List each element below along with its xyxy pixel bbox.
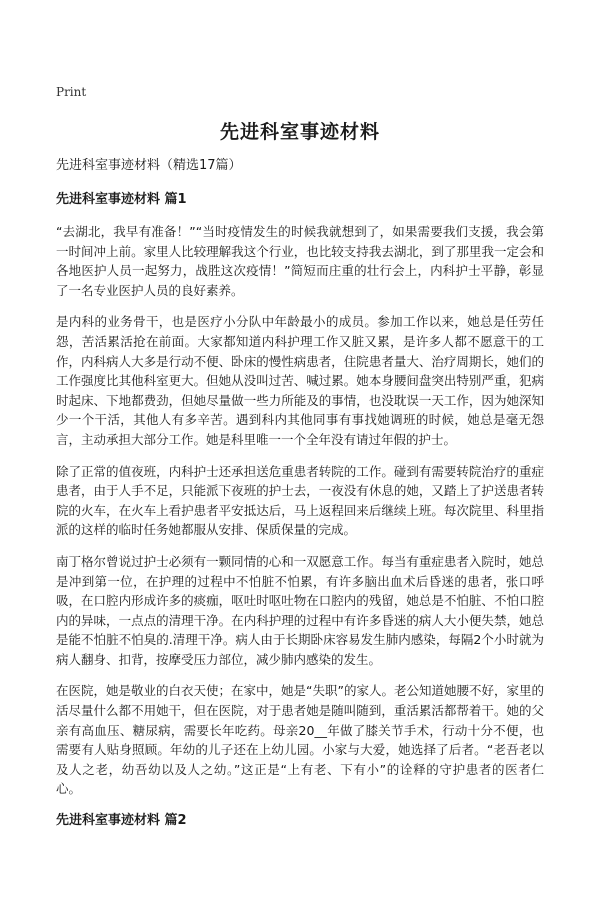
section-heading-1: 先进科室事迹材料 篇1 [56,192,187,207]
section-1-paragraph-2: 是内科的业务骨干，也是医疗小分队中年龄最小的成员。参加工作以来，她总是任劳任怨，苦活累活抢在前面。大家都知道内科护理工作又脏又累，是许多人都不愿意干的工作，内科病人大多是行动不便、卧床的慢性病患者，住院患者量大、治疗周期长，她们的工作强度比其他科室更大。但她从没叫过苦、喊过累。她本身腰间盘突出特别严重，犯病时起床、下地都费劲，但她尽量做一些力所能及的事情，也没耽误一天工作，因为她深知少一个干活，其他人有多辛苦。遇到科内其他同事有事找她调班的时候，她总是毫无怨言，主动承担大部分工作。她是科里唯一一个全年没有请过年假的护士。 [56,314,544,447]
section-1-paragraph-5: 在医院，她是敬业的白衣天使；在家中，她是“失职”的家人。老公知道她腰不好，家里的活尽量什么都不用她干，但在医院，对于患者她是随叫随到，重活累活都帮着干。她的父亲有高血压、糖尿病，需要长年吃药。母亲20__年做了膝关节手术，行动十分不便，也需要有人贴身照顾。年幼的儿子还在上幼儿园。小家与大爱，她选择了后者。“老吾老以及人之老，幼吾幼以及人之幼。”这正是“上有老、下有小”的诠释的守护患者的医者仁心。 [56,683,544,797]
section-heading-2: 先进科室事迹材料 篇2 [56,813,187,829]
print-label[interactable]: Print [56,85,87,99]
section-1-paragraph-3: 除了正常的值夜班，内科护士还承担送危重患者转院的工作。碰到有需要转院治疗的重症患者，由于人手不足，只能派下夜班的护士去，一夜没有休息的她，又踏上了护送患者转院的火车，在火车上看护患者平安抵达后，马上返程回来后继续上班。每次院里、科里指派的这样的临时任务她都服从安排、保质保量的完成。 [56,463,544,538]
section-1-paragraph-4: 南丁格尔曾说过护士必须有一颗同情的心和一双愿意工作。每当有重症患者入院时，她总是冲到第一位，在护理的过程中不怕脏不怕累，有许多脑出血术后昏迷的患者，张口呼吸，在口腔内形成许多的痰痂，呕吐时呕吐物在口腔内的残留，她总是不怕脏、不怕口腔内的异味，一点点的清理干净。在内科护理的过程中有许多昏迷的病人大小便失禁，她总是能不怕脏不怕臭的.清理干净。病人由于长期卧床容易发生肺内感染，每隔2个小时就为病人翻身、扣背，按摩受压力部位，减少肺内感染的发生。 [56,553,544,667]
document-title: 先进科室事迹材料 [219,121,380,143]
section-1-paragraph-1: “去湖北，我早有准备！”“当时疫情发生的时候我就想到了，如果需要我们支援，我会第一时间冲上前。家里人比较理解我这个行业，也比较支持我去湖北，到了那里我一定会和各地医护人员一起努力，战胜这次疫情！”简短而庄重的壮行会上，内科护士平静，彰显了一名专业医护人员的良好素养。 [56,224,544,298]
document-subtitle: 先进科室事迹材料（精选17篇） [56,158,242,173]
